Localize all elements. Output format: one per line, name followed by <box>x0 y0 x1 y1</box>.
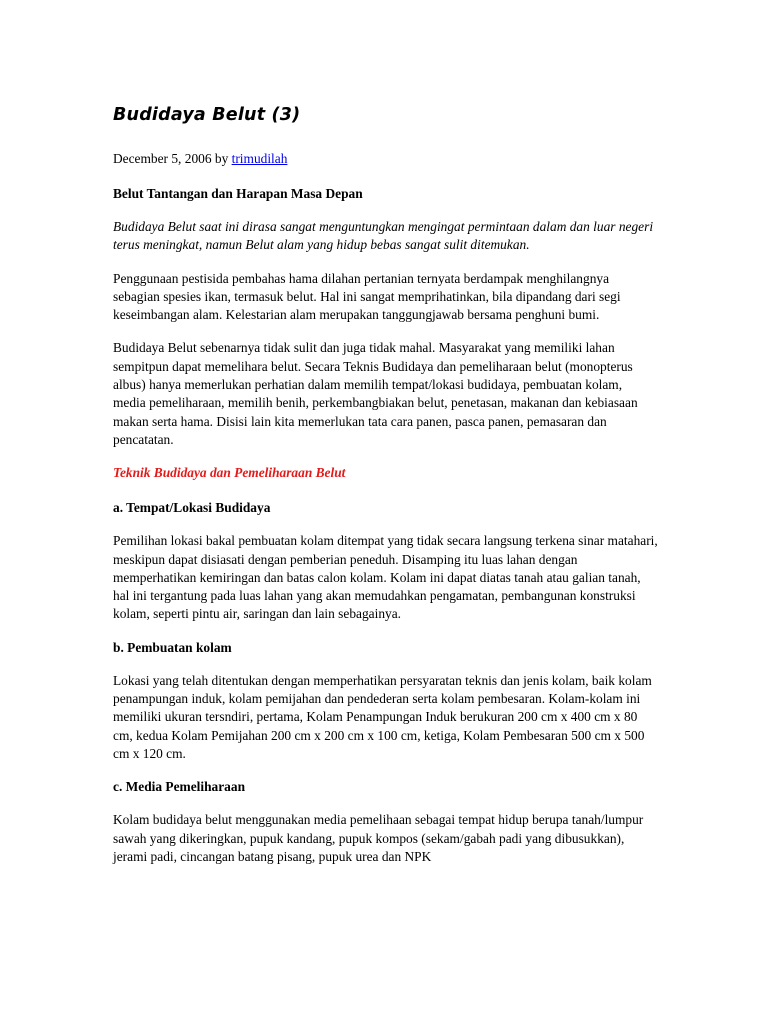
paragraph-pestisida: Penggunaan pestisida pembahas hama dilahan pertanian ternyata berdampak menghilangnya sebagian spesies ikan, termasuk belut. Hal ini sangat memprihatinkan, bila dipandang dari segi keseimbangan alam. Kelestarian alam merupakan tanggungjawab bersama penghuni bumi. <box>113 270 621 323</box>
section-heading-teknik: Teknik Budidaya dan Pemeliharaan Belut <box>113 465 346 481</box>
article-subtitle: Belut Tantangan dan Harapan Masa Depan <box>113 186 363 201</box>
section-a-heading: a. Tempat/Lokasi Budidaya <box>113 500 271 516</box>
post-meta <box>113 150 658 168</box>
page-title: Budidaya Belut (3) <box>113 105 301 125</box>
intro-paragraph: Budidaya Belut saat ini dirasa sangat menguntungkan mengingat permintaan dalam dan luar negeri terus meningkat, namun Belut alam yang hidup bebas sangat sulit ditemukan. <box>113 219 654 253</box>
section-b-heading: b. Pembuatan kolam <box>113 639 232 655</box>
post-date: December 5, 2006 by <box>113 151 232 166</box>
section-b-text: Lokasi yang telah ditentukan dengan memperhatikan persyaratan teknis dan jenis kolam, baik kolam penampungan induk, kolam pemijahan dan pendederan serta kolam pembesaran. Kolam-kolam ini memiliki ukuran tersndiri, pertama, Kolam Penampungan Induk berukuran 200 cm x 400 cm x 80 cm, kedua Kolam Pemijahan 200 cm x 200 cm x 100 cm, ketiga, Kolam Pembesaran 500 cm x 500 cm x 120 cm. <box>113 672 652 761</box>
article <box>113 102 658 881</box>
section-c-text: Kolam budidaya belut menggunakan media pemelihaan sebagai tempat hidup berupa tanah/lumpur sawah yang dikeringkan, pupuk kandang, pupuk kompos (sekam/gabah padi yang dibusukkan), jerami padi, cincangan batang pisang, pupuk urea dan NPK <box>113 812 644 864</box>
section-c-heading: c. Media Pemeliharaan <box>113 779 246 795</box>
paragraph-budidaya: Budidaya Belut sebenarnya tidak sulit dan juga tidak mahal. Masyarakat yang memiliki lahan sempitpun dapat memelihara belut. Secara Teknis Budidaya dan pemeliharaan belut (monopterus albus) hanya memerlukan perhatian dalam memilih tempat/lokasi budidaya, pembuatan kolam, media pemeliharaan, memilih benih, perkembangbiakan belut, penetasan, makanan dan kebiasaan makan serta hama. Disisi lain kita memerlukan tata cara panen, pasca panen, pemasaran dan pencatatan. <box>113 340 638 447</box>
author-link[interactable]: trimudilah <box>231 151 288 166</box>
section-a-text: Pemilihan lokasi bakal pembuatan kolam ditempat yang tidak secara langsung terkena sinar matahari, meskipun dapat disiasati dengan pemberian peneduh. Disamping itu luas lahan dengan memperhatikan kemiringan dan batas calon kolam. Kolam ini dapat diatas tanah atau galian tanah, hal ini tergantung pada luas lahan yang akan memudahkan pengamatan, pembangunan konstruksi kolam, seperti pintu air, saringan dan lain sebagainya. <box>113 533 658 622</box>
